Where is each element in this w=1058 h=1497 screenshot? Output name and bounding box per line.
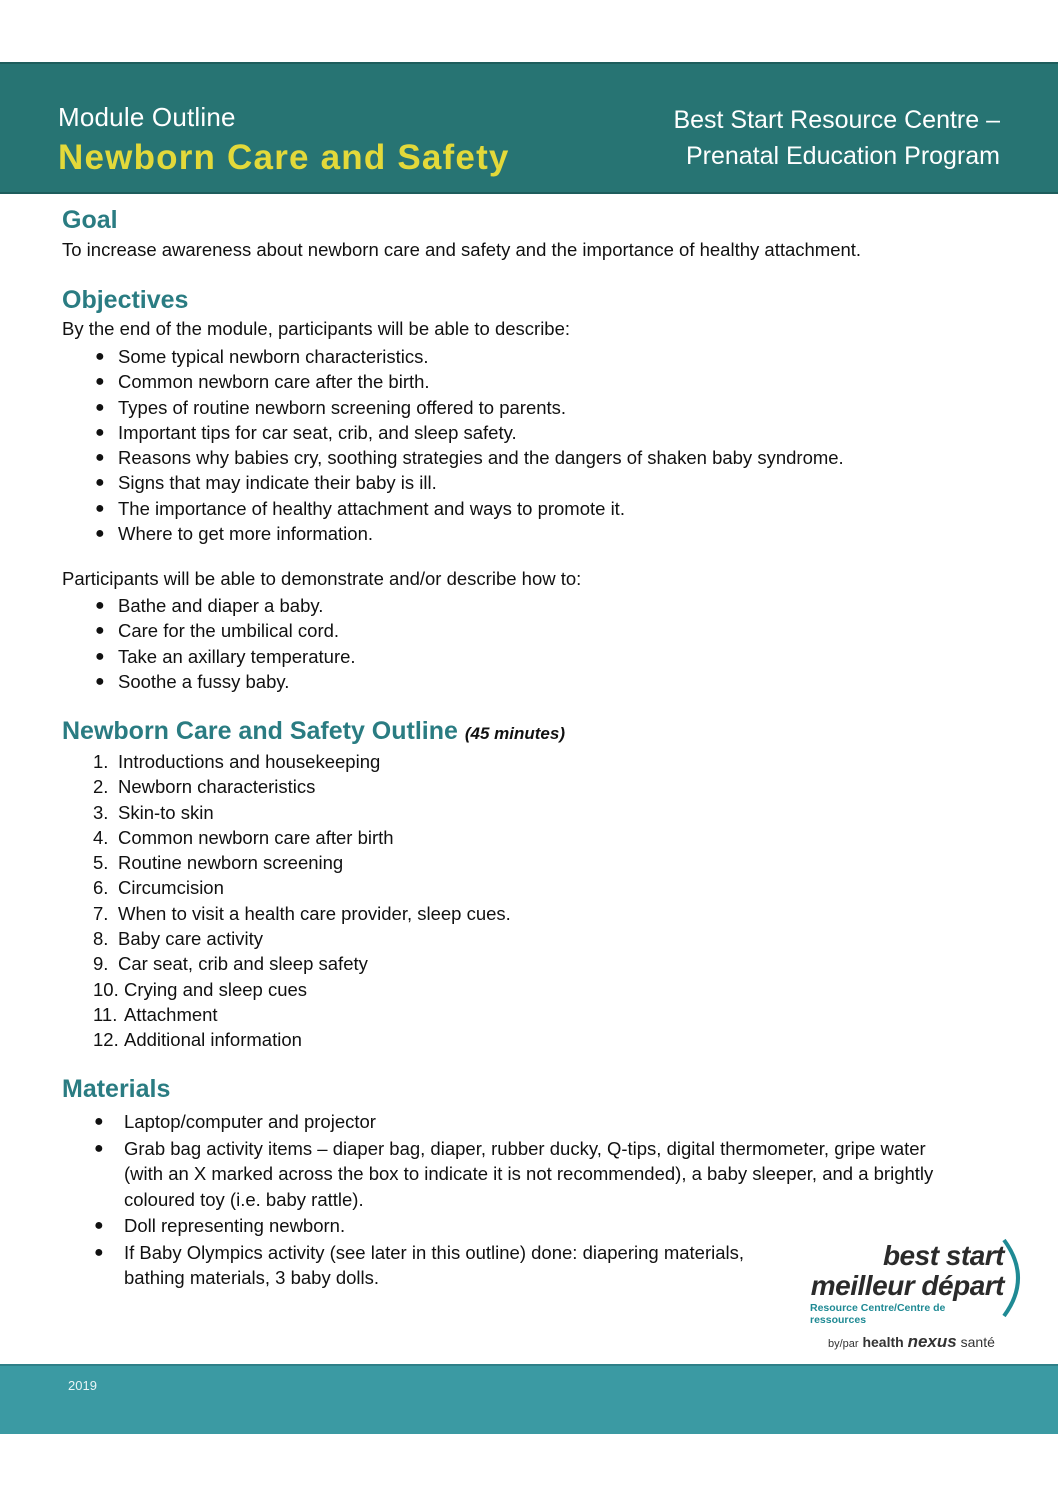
list-item: 10. Crying and sleep cues bbox=[93, 978, 308, 1000]
materials-heading: Materials bbox=[62, 1075, 171, 1103]
list-item: 3. Skin-to skin bbox=[93, 801, 214, 823]
logo-health-nexus: by/par health nexus santé bbox=[828, 1332, 995, 1351]
list-item: ● Some typical newborn characteristics. bbox=[0, 344, 844, 369]
list-item: 8. Baby care activity bbox=[93, 928, 263, 950]
list-item: ● Common newborn care after the birth. bbox=[0, 369, 844, 394]
list-item: 9. Car seat, crib and sleep safety bbox=[93, 953, 368, 975]
org-line-2: Prenatal Education Program bbox=[685, 142, 1000, 170]
list-item: 11. Attachment bbox=[93, 1003, 218, 1025]
org-line-1: Best Start Resource Centre – bbox=[673, 106, 1000, 134]
bullet-icon: ● bbox=[94, 1217, 104, 1234]
best-start-logo bbox=[810, 1236, 1040, 1356]
demonstrate-list bbox=[0, 593, 356, 694]
list-item: ● The importance of healthy attachment and ways to promote it. bbox=[0, 496, 844, 521]
bullet-icon: ● bbox=[95, 474, 105, 492]
list-item: ● Bathe and diaper a baby. bbox=[0, 593, 356, 618]
bullet-icon: ● bbox=[95, 622, 105, 640]
list-item: 12. Additional information bbox=[93, 1029, 302, 1051]
bullet-icon: ● bbox=[94, 1113, 104, 1130]
list-item: ● Reasons why babies cry, soothing strategies and the dangers of shaken baby syndrome. bbox=[0, 445, 844, 470]
bullet-icon: ● bbox=[95, 499, 105, 517]
bullet-icon: ● bbox=[94, 1243, 104, 1261]
header-banner bbox=[0, 62, 1058, 194]
logo-line-resource-centre: Resource Centre/Centre de ressources bbox=[810, 1302, 946, 1326]
list-item: 1. Introductions and housekeeping bbox=[93, 751, 381, 772]
list-item: ● Grab bag activity items – diaper bag, diaper, rubber ducky, Q-tips, digital thermometer, gripe water (with an X marked across the box to indicate it is not recommended), a baby sleeper, and a brightly coloured toy (i.e. baby rattle). bbox=[94, 1137, 934, 1210]
objectives-intro: By the end of the module, participants will be able to describe: bbox=[62, 318, 571, 339]
list-item: ● Care for the umbilical cord. bbox=[0, 618, 356, 643]
list-item: ● Important tips for car seat, crib, and sleep safety. bbox=[0, 420, 844, 445]
footer-year: 2019 bbox=[68, 1378, 97, 1393]
list-item: ● Take an axillary temperature. bbox=[0, 644, 356, 669]
bullet-icon: ● bbox=[94, 1139, 104, 1157]
logo-line-meilleur-depart: meilleur départ bbox=[810, 1270, 1004, 1301]
bullet-icon: ● bbox=[95, 597, 105, 614]
organization-name bbox=[673, 102, 1000, 174]
outline-heading bbox=[62, 717, 565, 746]
list-item: ● Signs that may indicate their baby is ill. bbox=[0, 470, 844, 495]
objectives-list bbox=[0, 344, 844, 546]
materials-list bbox=[0, 1109, 944, 1292]
outline-duration: (45 minutes) bbox=[464, 724, 566, 743]
bullet-icon: ● bbox=[95, 373, 105, 391]
list-item: 5. Routine newborn screening bbox=[93, 852, 344, 874]
bullet-icon: ● bbox=[95, 647, 105, 665]
list-item: ● Laptop/computer and projector bbox=[0, 1109, 944, 1135]
list-item: ● Where to get more information. bbox=[0, 521, 844, 546]
bullet-icon: ● bbox=[95, 348, 105, 365]
goal-text: To increase awareness about newborn care and safety and the importance of healthy attachment. bbox=[62, 239, 862, 260]
outline-list bbox=[0, 749, 511, 1053]
list-item: 7. When to visit a health care provider, sleep cues. bbox=[93, 902, 511, 924]
footer-bar bbox=[0, 1364, 1058, 1434]
bullet-icon: ● bbox=[95, 525, 105, 543]
bullet-icon: ● bbox=[95, 672, 105, 690]
list-item: ● Doll representing newborn. bbox=[0, 1213, 944, 1239]
list-item: ● If Baby Olympics activity (see later in this outline) done: diapering materials, bathing materials, 3 baby dolls. bbox=[94, 1241, 745, 1288]
bullet-icon: ● bbox=[95, 398, 105, 416]
objectives-heading: Objectives bbox=[62, 286, 189, 314]
module-title: Newborn Care and Safety bbox=[58, 138, 510, 177]
outline-title: Newborn Care and Safety Outline bbox=[62, 717, 458, 745]
list-item: ● Types of routine newborn screening offered to parents. bbox=[0, 395, 844, 420]
module-kicker: Module Outline bbox=[58, 102, 236, 132]
bullet-icon: ● bbox=[95, 423, 105, 441]
goal-heading: Goal bbox=[62, 206, 118, 234]
list-item: 4. Common newborn care after birth bbox=[93, 826, 394, 848]
list-item: 2. Newborn characteristics bbox=[93, 776, 316, 798]
demonstrate-intro: Participants will be able to demonstrate and/or describe how to: bbox=[62, 568, 582, 589]
logo-line-best-start: best start bbox=[882, 1240, 1004, 1271]
bullet-icon: ● bbox=[95, 449, 105, 467]
logo-arc-icon bbox=[998, 1238, 1032, 1318]
list-item: ● Soothe a fussy baby. bbox=[0, 669, 356, 694]
list-item: 6. Circumcision bbox=[93, 877, 224, 899]
